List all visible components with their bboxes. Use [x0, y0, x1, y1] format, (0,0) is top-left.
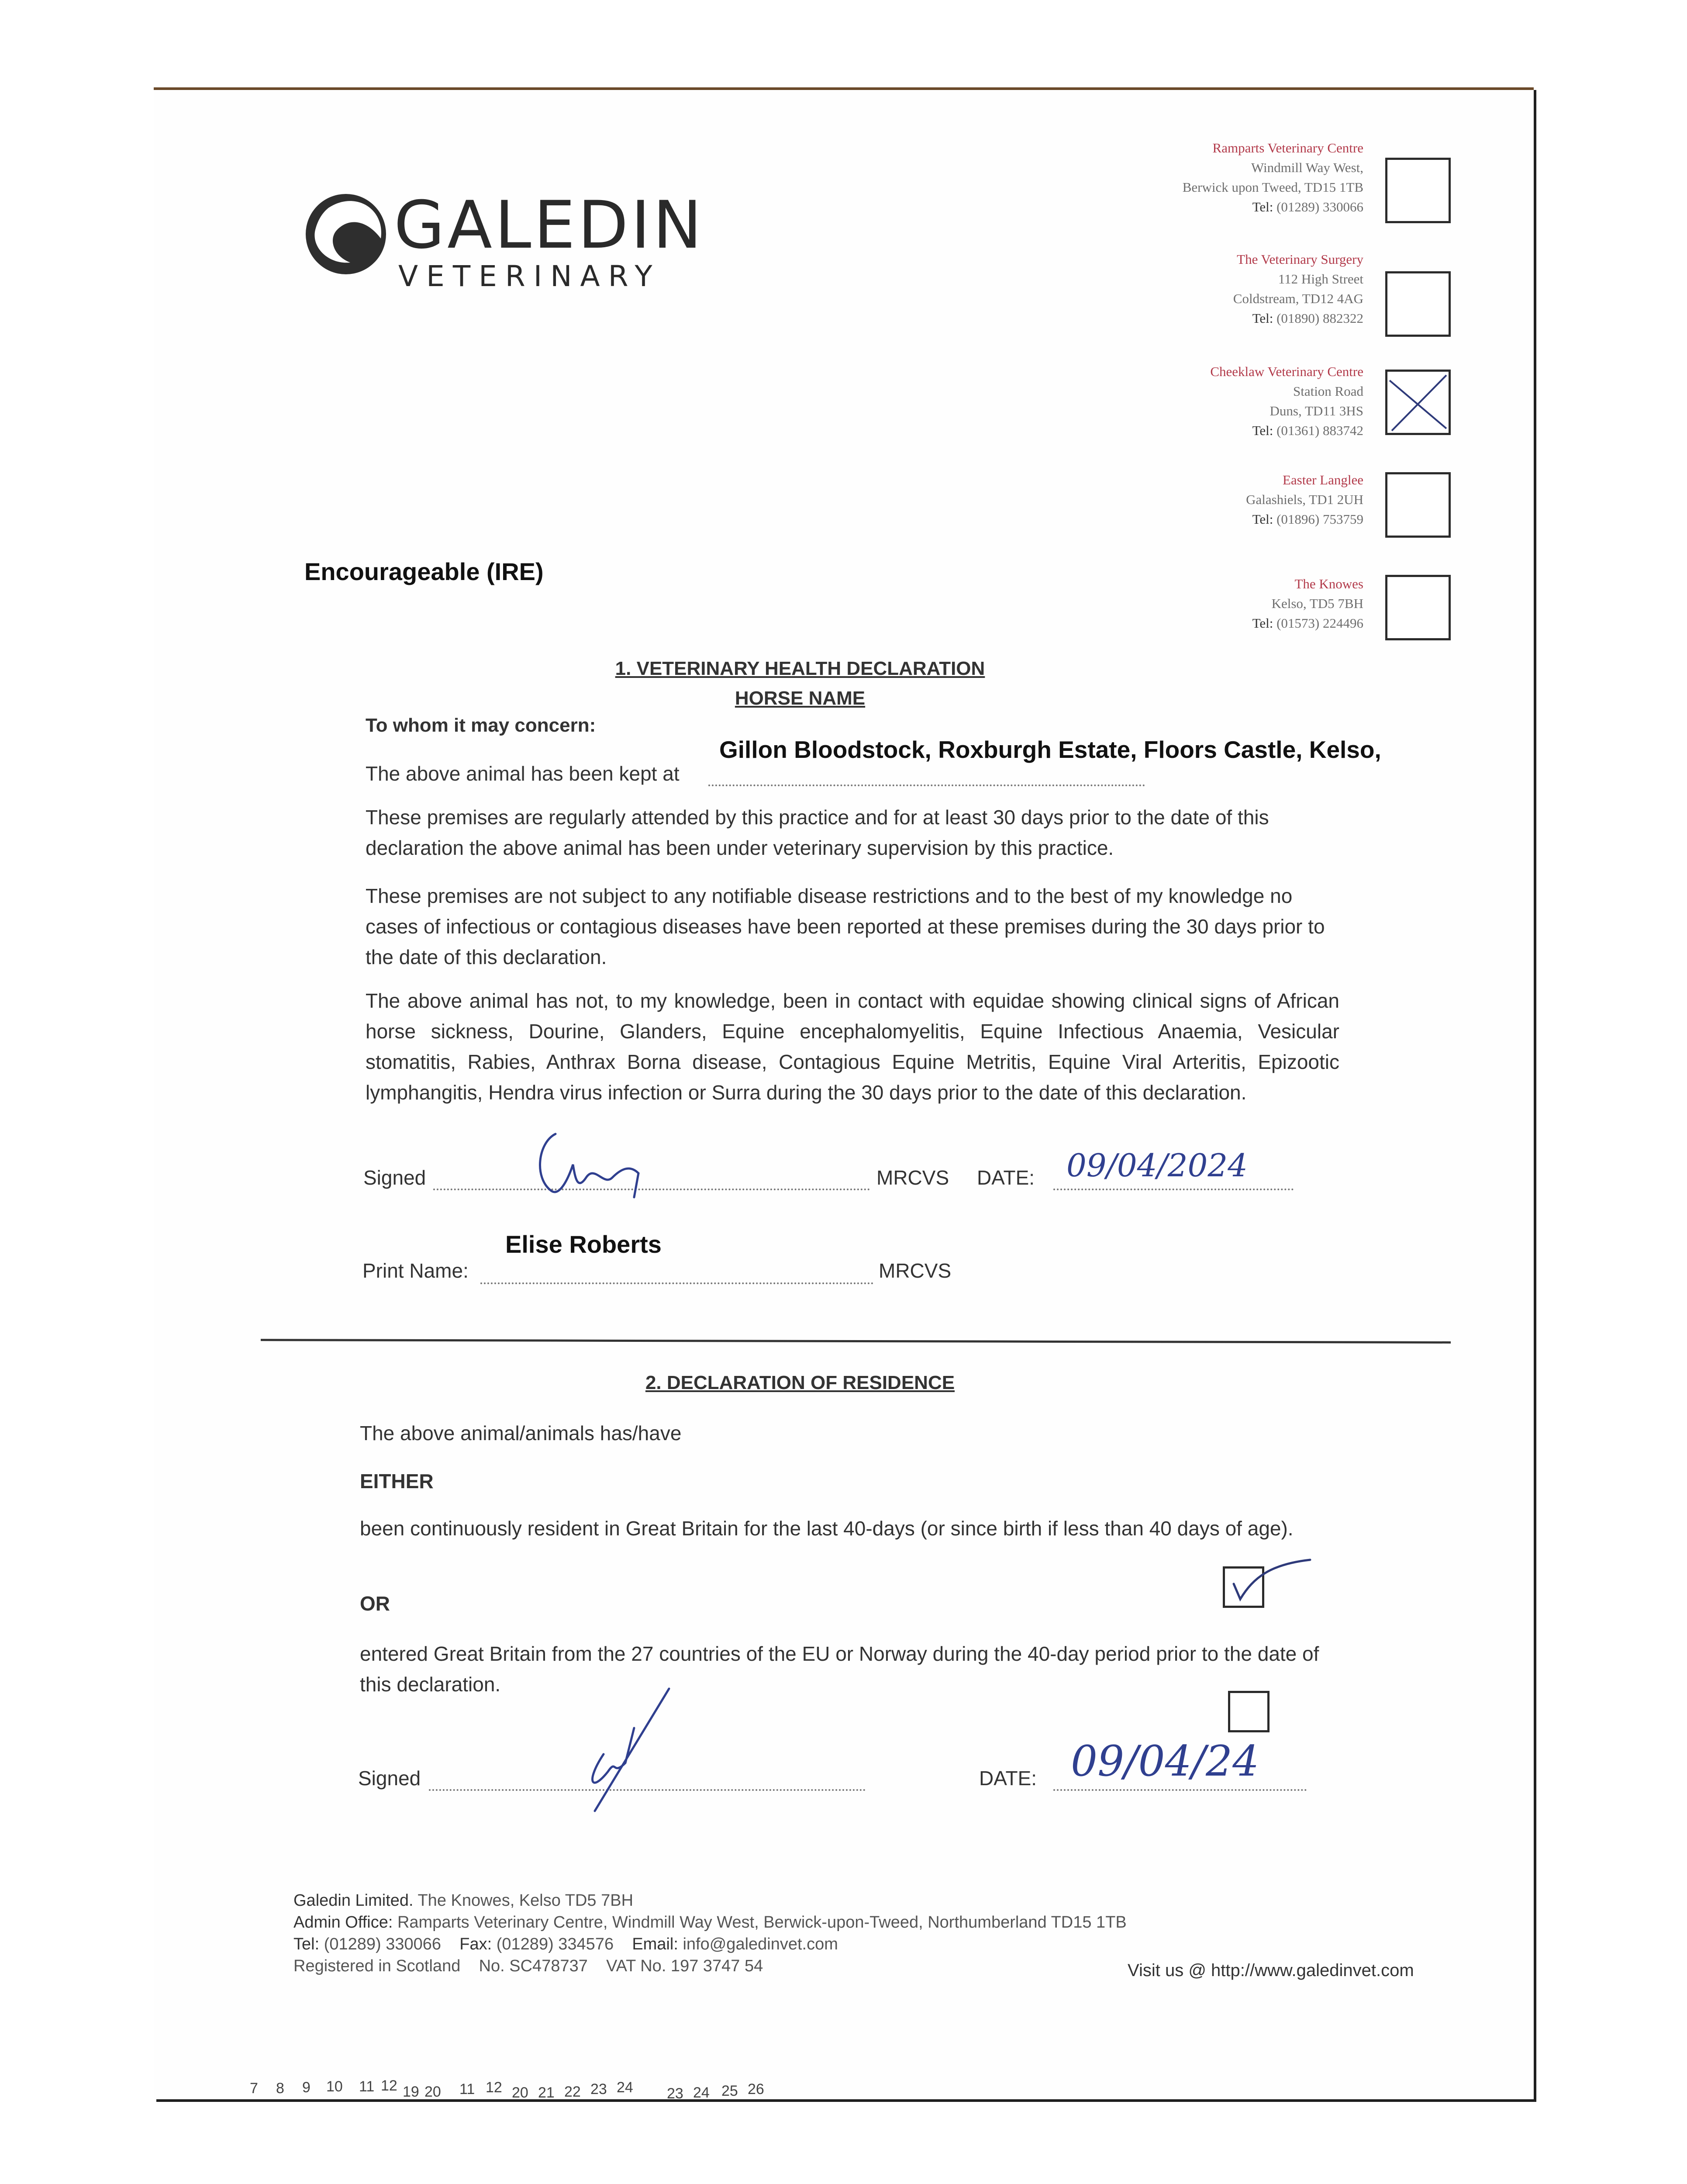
footer-reg-no: No. SC478737 — [479, 1957, 588, 1975]
date-line-2 — [1053, 1789, 1307, 1791]
tel-value: (01573) 224496 — [1276, 615, 1363, 631]
checkbox-the-knowes[interactable] — [1385, 575, 1451, 640]
section1-heading: 1. VETERINARY HEALTH DECLARATION — [615, 658, 985, 679]
tel-value: (01361) 883742 — [1276, 423, 1363, 438]
checkbox-easter-langlee[interactable] — [1385, 472, 1451, 538]
section1-paragraph-2: These premises are not subject to any notifiable disease restrictions and to the best of my knowledge no cases of infectious or contagious diseases have been reported at these premises during the 30 days prior to the date of this declaration. — [366, 885, 1325, 968]
ruler-number: 21 — [538, 2084, 555, 2101]
ruler-number: 10 — [326, 2078, 343, 2095]
practice-address-line: 112 High Street — [1278, 271, 1363, 287]
cross-mark-icon — [1387, 372, 1449, 433]
practice-tel — [1183, 197, 1363, 217]
or-label: OR — [360, 1592, 390, 1615]
footer-contacts — [293, 1933, 838, 1955]
tel-value: (01890) 882322 — [1276, 311, 1363, 326]
footer-fax: (01289) 334576 — [496, 1935, 614, 1953]
date-value-1: 09/04/2024 — [1066, 1147, 1248, 1184]
tel-label: Tel: — [1252, 615, 1273, 631]
mrcvs-label-2: MRCVS — [879, 1259, 952, 1282]
tel-label: Tel: — [1252, 511, 1273, 527]
owner-signature — [560, 1680, 691, 1820]
kept-at-label: The above animal has been kept at — [366, 762, 680, 785]
practice-address-line: Galashiels, TD1 2UH — [1246, 492, 1363, 507]
logo-subtitle: VETERINARY — [398, 259, 661, 293]
footer-website[interactable]: Visit us @ http://www.galedinvet.com — [1128, 1961, 1414, 1980]
vet-signature — [521, 1125, 660, 1208]
section2-intro: The above animal/animals has/have — [360, 1422, 682, 1444]
kept-at-value: Gillon Bloodstock, Roxburgh Estate, Floors Castle, Kelso, — [719, 736, 1381, 763]
practice-name: Cheeklaw Veterinary Centre — [1210, 364, 1363, 379]
section-divider — [261, 1339, 1451, 1344]
ruler-number: 12 — [381, 2077, 397, 2094]
ruler-number: 24 — [617, 2079, 633, 2096]
footer-company-address: The Knowes, Kelso TD5 7BH — [417, 1891, 634, 1910]
checkbox-ramparts[interactable] — [1385, 158, 1451, 223]
tel-label: Tel: — [1252, 311, 1273, 326]
galedin-logo — [302, 187, 705, 293]
practice-name: The Knowes — [1294, 576, 1363, 591]
tel-label: Tel: — [1252, 423, 1273, 438]
option2-checkbox[interactable] — [1228, 1691, 1270, 1732]
horse-name-value: Encourageable (IRE) — [304, 558, 544, 585]
practice-name: Easter Langlee — [1282, 472, 1363, 487]
ruler-number: 8 — [276, 2080, 284, 2097]
practice-name: The Veterinary Surgery — [1237, 252, 1363, 267]
tick-mark-icon — [1223, 1551, 1319, 1603]
kept-at-line — [708, 784, 1145, 786]
footer-company — [293, 1890, 633, 1911]
ruler-number: 9 — [302, 2079, 310, 2096]
footer-tel: (01289) 330066 — [324, 1935, 442, 1953]
galedin-swirl-logo-icon — [302, 190, 390, 278]
mrcvs-label-1: MRCVS — [876, 1166, 949, 1189]
footer-admin-label: Admin Office: — [293, 1913, 393, 1932]
practice-address-line: Station Road — [1293, 384, 1363, 399]
horse-name-heading: HORSE NAME — [735, 688, 866, 709]
practice-veterinary-surgery — [1233, 249, 1363, 328]
ruler-number: 22 — [564, 2084, 581, 2100]
practice-cheeklaw — [1210, 362, 1363, 440]
option2-text: entered Great Britain from the 27 countries of the EU or Norway during the 40-day period prior to the date of this declaration. — [360, 1642, 1319, 1696]
section2-heading: 2. DECLARATION OF RESIDENCE — [645, 1372, 955, 1393]
practice-address-line: Berwick upon Tweed, TD15 1TB — [1182, 180, 1363, 195]
practice-address-line: Duns, TD11 3HS — [1270, 403, 1363, 418]
ruler-edge — [154, 2077, 809, 2104]
footer-registration — [293, 1955, 763, 1977]
option1-checkbox-checked[interactable] — [1223, 1566, 1264, 1608]
practice-ramparts — [1183, 138, 1363, 217]
option1-text: been continuously resident in Great Britain for the last 40-days (or since birth if less than 40 days of age). — [360, 1517, 1294, 1540]
practice-easter-langlee — [1246, 470, 1363, 529]
tel-label: Tel: — [1252, 199, 1273, 214]
document-page — [154, 87, 1534, 2102]
date-value-2: 09/04/24 — [1071, 1737, 1259, 1786]
footer-fax-label: Fax: — [459, 1935, 492, 1953]
footer-admin-address: Ramparts Veterinary Centre, Windmill Way West, Berwick-upon-Tweed, Northumberland TD15 1TB — [397, 1913, 1127, 1932]
ruler-number: 25 — [721, 2083, 738, 2099]
ruler-number: 23 — [667, 2085, 683, 2102]
date-label-1: DATE: — [977, 1166, 1035, 1189]
ruler-number: 20 — [424, 2084, 441, 2100]
practice-tel — [1233, 308, 1363, 328]
footer-tel-label: Tel: — [293, 1935, 320, 1953]
practice-list — [983, 138, 1464, 706]
ruler-number: 24 — [693, 2084, 710, 2101]
footer-email[interactable]: info@galedinvet.com — [683, 1935, 838, 1953]
signed-label-1: Signed — [363, 1166, 426, 1189]
ruler-number: 7 — [250, 2080, 258, 2097]
ruler-number: 20 — [512, 2084, 528, 2101]
practice-address-line: Windmill Way West, — [1251, 160, 1363, 175]
checkbox-cheeklaw-checked[interactable] — [1385, 370, 1451, 435]
practice-name: Ramparts Veterinary Centre — [1212, 140, 1363, 156]
ruler-number: 26 — [748, 2081, 764, 2098]
ruler-number: 12 — [486, 2079, 502, 2096]
print-name-line — [480, 1282, 873, 1284]
signed-label-2: Signed — [358, 1767, 421, 1790]
practice-address-line: Kelso, TD5 7BH — [1271, 596, 1363, 611]
practice-tel — [1210, 421, 1363, 440]
ruler-number: 11 — [359, 2078, 375, 2095]
footer-company-label: Galedin Limited. — [293, 1891, 414, 1910]
ruler-number: 11 — [459, 2081, 475, 2098]
practice-the-knowes — [1252, 574, 1363, 633]
section1-paragraph-3: The above animal has not, to my knowledge, been in contact with equidae showing clinical signs of African horse sickness, Dourine, Glanders, Equine encephalomyelitis, Equine Infectious Anaemia, Vesicular stomatitis, Rabies, Anthrax Borna disease, Contagious Equine Metritis, Equine Viral Arteritis, Epizootic lymphangitis, Hendra virus infection or Surra during the 30 days prior to the date of this declaration. — [366, 989, 1339, 1104]
print-name-label: Print Name: — [362, 1259, 469, 1282]
footer-vat: VAT No. 197 3747 54 — [606, 1957, 763, 1975]
date-line-1 — [1053, 1189, 1294, 1190]
section1-paragraph-1: These premises are regularly attended by this practice and for at least 30 days prior to the date of this declaration the above animal has been under veterinary supervision by this practice. — [366, 806, 1269, 859]
date-label-2: DATE: — [979, 1767, 1037, 1790]
footer-admin — [293, 1911, 1127, 1933]
practice-address-line: Coldstream, TD12 4AG — [1233, 291, 1363, 306]
print-name-value: Elise Roberts — [505, 1230, 662, 1258]
tel-value: (01896) 753759 — [1276, 511, 1363, 527]
ruler-number: 19 — [403, 2084, 419, 2100]
logo-name: GALEDIN — [394, 187, 705, 263]
ruler-number: 23 — [590, 2081, 607, 2098]
tel-value: (01289) 330066 — [1276, 199, 1363, 214]
practice-tel — [1246, 509, 1363, 529]
footer-email-label: Email: — [632, 1935, 678, 1953]
footer-registered: Registered in Scotland — [293, 1957, 461, 1975]
checkbox-veterinary-surgery[interactable] — [1385, 271, 1451, 337]
either-label: EITHER — [360, 1470, 434, 1493]
practice-tel — [1252, 613, 1363, 633]
salutation: To whom it may concern: — [366, 715, 596, 736]
